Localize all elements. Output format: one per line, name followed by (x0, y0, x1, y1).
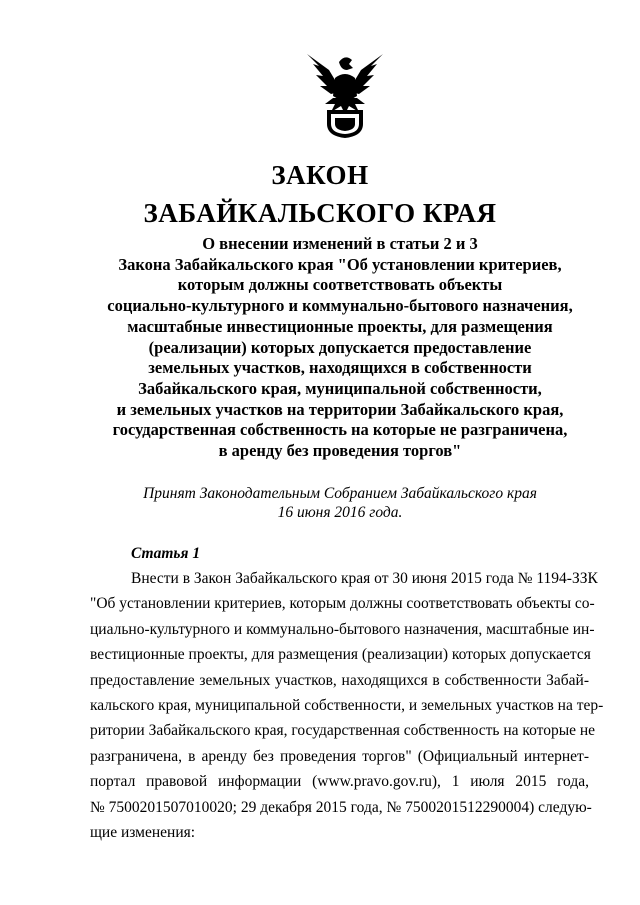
law-subtitle (60, 234, 620, 462)
subtitle-line: масштабные инвестиционные проекты, для размещения (127, 316, 553, 336)
body-line: циально-культурного и коммунально-бытового назначения, масштабные ин- (90, 620, 595, 638)
body-line: Внести в Закон Забайкальского края от 30 июня 2015 года № 1194-ЗЗК (131, 570, 598, 587)
subtitle-line: земельных участков, находящихся в собственности (148, 358, 532, 378)
adoption-date: 16 июня 2016 года. (277, 504, 403, 521)
article-body (90, 566, 604, 845)
subtitle-line: социально-культурного и коммунально-бытового назначения, (107, 296, 573, 316)
body-line: № 7500201507010020; 29 декабря 2015 года, № 7500201512290004) следую- (90, 798, 592, 816)
article-heading: Статья 1 (131, 545, 201, 562)
subtitle-line: Забайкальского края, муниципальной собственности, (138, 378, 542, 398)
body-line: вестиционные проекты, для размещения (реализации) которых допускается (90, 646, 591, 664)
subtitle-line: государственная собственность на которые не разграничена, (112, 420, 568, 440)
body-line: щие изменения: (90, 824, 196, 842)
subtitle-line: (реализации) которых допускается предоставление (148, 337, 532, 357)
adoption-note (60, 484, 620, 522)
body-line: кальского края, муниципальной собственности, и земельных участков на тер- (90, 697, 604, 715)
subtitle-line: которым должны соответствовать объекты (177, 275, 503, 295)
coat-of-arms-emblem (305, 48, 385, 140)
adoption-line1: Принят Законодательным Собранием Забайкальского края (143, 485, 537, 502)
body-line: портал правовой информации (www.pravo.gov.ru), 1 июля 2015 года, (90, 773, 589, 791)
subtitle-line: в аренду без проведения торгов" (218, 441, 462, 461)
subtitle-line: Закона Забайкальского края "Об установлении критериев, (118, 254, 562, 274)
body-line: предоставление земельных участков, находящихся в собственности Забай- (90, 671, 589, 689)
law-title-line1: ЗАКОН (271, 160, 369, 190)
law-title-line2: ЗАБАЙКАЛЬСКОГО КРАЯ (143, 198, 497, 228)
body-line: разграничена, в аренду без проведения торгов" (Официальный интернет- (90, 747, 589, 765)
subtitle-line: О внесении изменений в статьи 2 и 3 (202, 234, 478, 253)
body-line: "Об установлении критериев, которым должны соответствовать объекты со- (90, 595, 595, 613)
body-line: ритории Забайкальского края, государственная собственность на которые не (90, 722, 596, 740)
subtitle-line: и земельных участков на территории Забайкальского края, (116, 399, 564, 419)
